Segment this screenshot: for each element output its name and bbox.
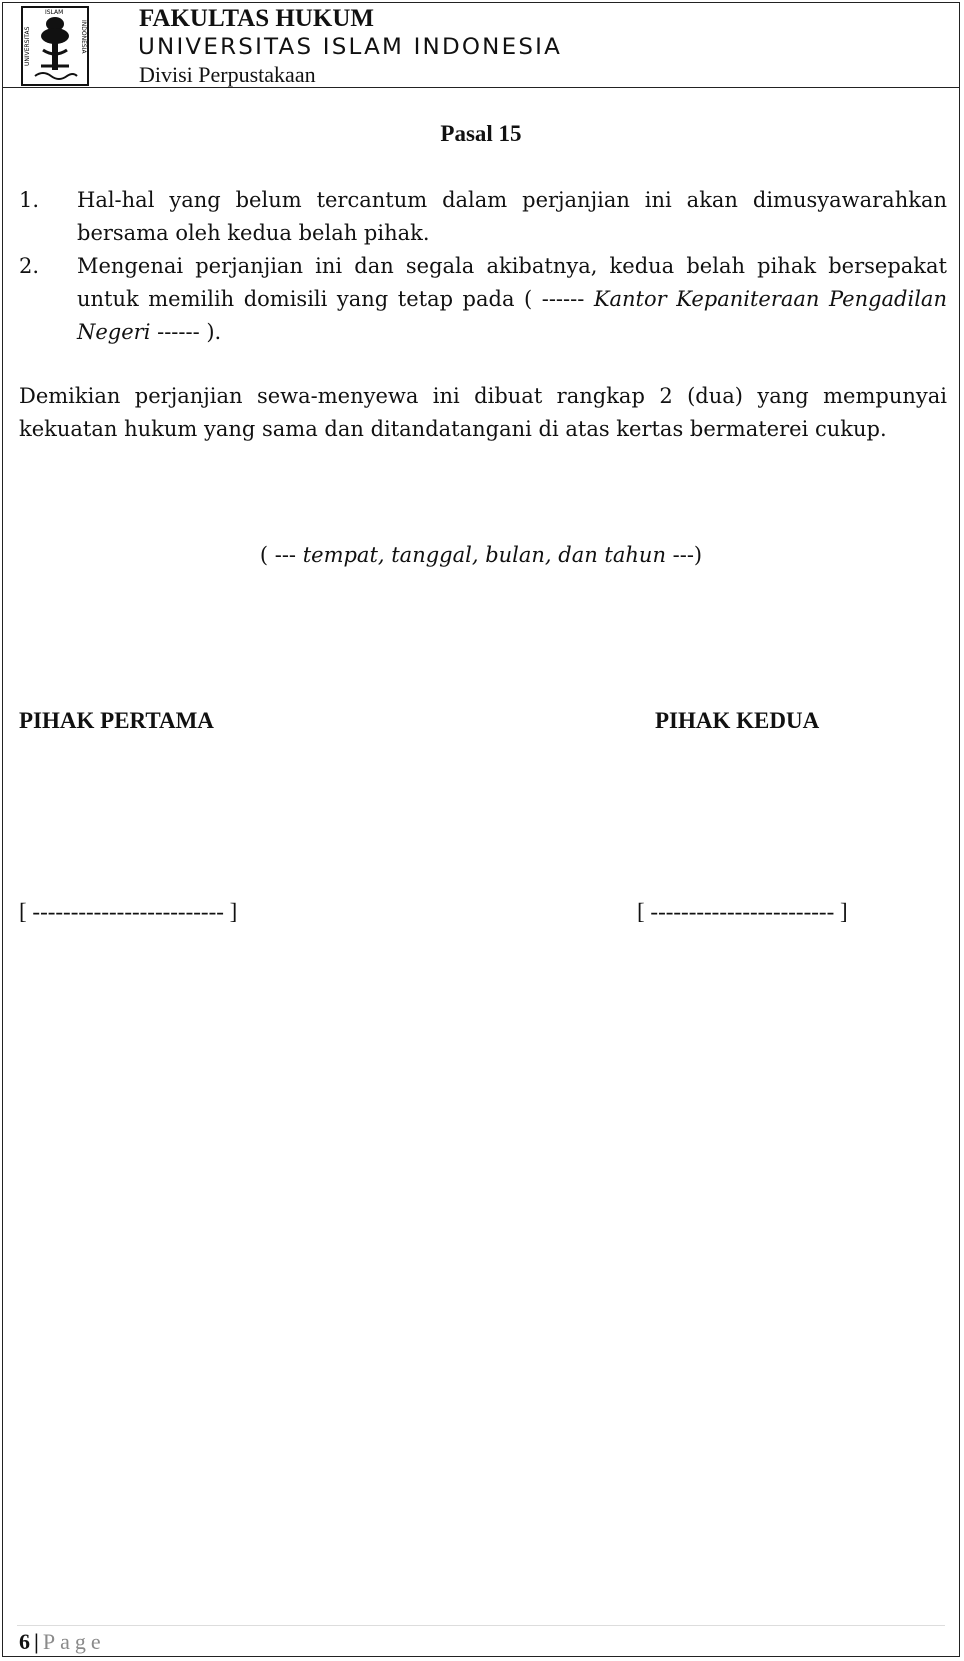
clause-number: 2.: [19, 254, 40, 278]
second-party-title: PIHAK KEDUA: [655, 708, 820, 733]
page-label: Page: [42, 1629, 106, 1654]
article-clauses: [19, 184, 947, 349]
list-item: [19, 250, 947, 349]
dateline-placeholder: tempat, tanggal, bulan, dan tahun: [302, 543, 666, 567]
dateline-open: ( ---: [259, 543, 303, 567]
closing-paragraph: Demikian perjanjian sewa-menyewa ini dibuat rangkap 2 (dua) yang mempunyai kekuatan hukum yang sama dan ditandatangani di atas kertas bermaterei cukup.: [19, 384, 947, 441]
footer-divider: [17, 1625, 945, 1626]
second-party-signature-line: [ ------------------------ ]: [637, 899, 848, 924]
clause-text-end: ------ ).: [150, 320, 222, 344]
list-item: [19, 184, 947, 250]
clause-text: Hal-hal yang belum tercantum dalam perjanjian ini akan dimusyawarahkan bersama oleh kedua belah pihak.: [77, 188, 947, 245]
first-party-signature-line: [ ------------------------- ]: [19, 899, 238, 924]
article-title: Pasal 15: [440, 121, 522, 146]
division-name: Divisi Perpustakaan: [139, 62, 316, 87]
logo-lettering-right: INDONESIA: [80, 20, 87, 54]
page-footer: [19, 1629, 106, 1655]
faculty-name: FAKULTAS HUKUM: [139, 5, 374, 32]
dateline-close: ---): [665, 543, 703, 567]
clause-text-italic: Kantor Kepaniteraan Pengadilan Negeri: [77, 287, 947, 344]
logo-lettering-left: UNIVERSITAS: [24, 26, 31, 66]
university-logo-icon: [21, 6, 89, 86]
clause-text: Mengenai perjanjian ini dan segala akibatnya, kedua belah pihak bersepakat untuk memilih domisili yang tetap pada ( ------: [77, 254, 947, 311]
clause-number: 1.: [19, 188, 40, 212]
logo-lettering-top: ISLAM: [45, 9, 64, 16]
page-number: 6: [19, 1629, 30, 1654]
place-date-line: [3, 543, 959, 567]
document-page: [2, 2, 960, 1657]
footer-separator: |: [34, 1629, 39, 1654]
letterhead: [3, 3, 959, 89]
university-name: UNIVERSITAS ISLAM INDONESIA: [138, 34, 563, 60]
first-party-title: PIHAK PERTAMA: [19, 708, 214, 733]
header-divider: [3, 87, 959, 88]
